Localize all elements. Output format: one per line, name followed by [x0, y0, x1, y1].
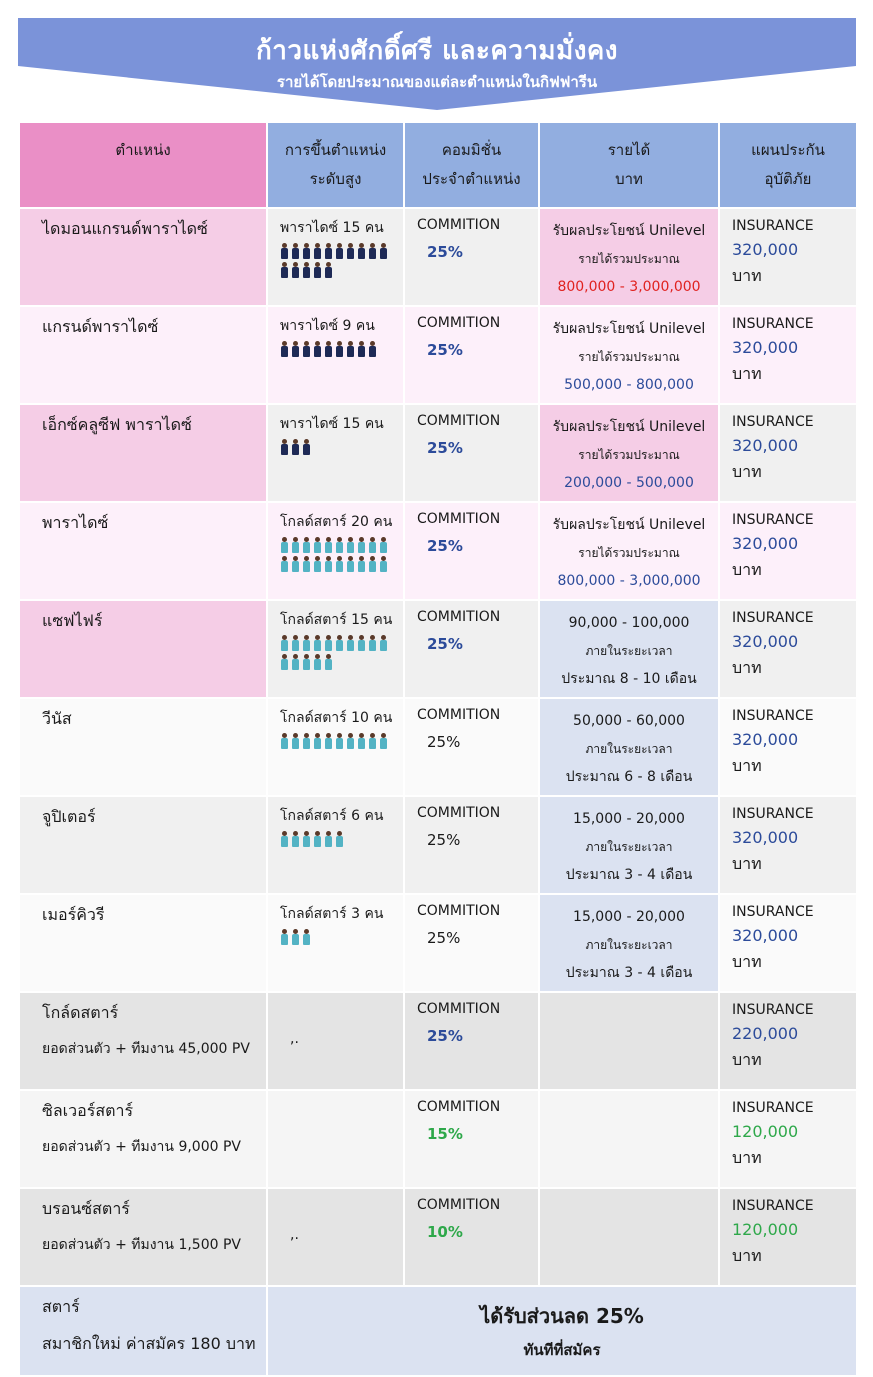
- insurance-amount: 320,000: [732, 730, 799, 749]
- commission-cell: [405, 209, 538, 305]
- person-icon: [368, 341, 377, 357]
- income-line3: ประมาณ 8 - 10 เดือน: [561, 671, 697, 687]
- position-cell: [20, 405, 266, 501]
- position-cell: [20, 797, 266, 893]
- insurance-amount: 320,000: [732, 240, 799, 259]
- income-line3: 800,000 - 3,000,000: [557, 573, 701, 589]
- position-cell: [20, 1091, 266, 1187]
- position-name: วีนัส: [42, 709, 72, 728]
- insurance-amount: 120,000: [732, 1220, 799, 1239]
- person-icon: [280, 635, 289, 651]
- income-line2: รายได้รวมประมาณ: [578, 448, 680, 462]
- table-row: [20, 209, 856, 305]
- person-icon: [302, 635, 311, 651]
- person-icon: [335, 831, 344, 847]
- insurance-unit: บาท: [732, 658, 762, 677]
- header-insurance-line1: แผนประกัน: [751, 141, 825, 159]
- person-icon: [302, 537, 311, 553]
- person-icon: [280, 556, 289, 572]
- insurance-unit: บาท: [732, 952, 762, 971]
- person-icon: [291, 439, 300, 455]
- person-icon: [291, 243, 300, 259]
- footer-position-name: สตาร์: [42, 1297, 80, 1316]
- person-icon: [302, 243, 311, 259]
- people-icons: [280, 929, 390, 948]
- income-line1: รับผลประโยชน์ Unilevel: [552, 223, 706, 239]
- footer-position-sub: สมาชิกใหม่ ค่าสมัคร 180 บาท: [42, 1334, 256, 1353]
- commission-percent: 25%: [427, 1027, 463, 1045]
- person-icon: [302, 262, 311, 278]
- person-icon: [335, 733, 344, 749]
- person-icon: [291, 831, 300, 847]
- commission-label: COMMITION: [417, 1197, 501, 1213]
- person-icon: [313, 733, 322, 749]
- income-line1: 15,000 - 20,000: [573, 909, 685, 925]
- commission-cell: [405, 307, 538, 403]
- income-line2: ภายในระยะเวลา: [585, 938, 673, 952]
- position-requirement: ยอดส่วนตัว + ทีมงาน 9,000 PV: [42, 1139, 241, 1155]
- person-icon: [346, 635, 355, 651]
- insurance-cell: [720, 895, 856, 991]
- income-line3: ประมาณ 6 - 8 เดือน: [565, 769, 693, 785]
- position-cell: [20, 895, 266, 991]
- insurance-cell: [720, 1189, 856, 1285]
- person-icon: [313, 341, 322, 357]
- income-cell: [540, 503, 718, 599]
- commission-percent: 25%: [427, 341, 463, 359]
- commission-percent: 25%: [427, 537, 463, 555]
- table-row: [20, 699, 856, 795]
- person-icon: [368, 243, 377, 259]
- person-icon: [335, 537, 344, 553]
- header-position: [20, 123, 266, 207]
- person-icon: [346, 556, 355, 572]
- promotion-cell: [268, 699, 403, 795]
- person-icon: [346, 341, 355, 357]
- insurance-unit: บาท: [732, 1246, 762, 1265]
- table-header-row: [20, 123, 856, 207]
- commission-cell: [405, 1189, 538, 1285]
- position-name: พาราไดซ์: [42, 513, 109, 532]
- commission-percent: 25%: [427, 831, 461, 849]
- position-cell: [20, 699, 266, 795]
- insurance-unit: บาท: [732, 756, 762, 775]
- promotion-text: โกลด์สตาร์ 3 คน: [280, 906, 384, 922]
- person-icon: [368, 556, 377, 572]
- insurance-cell: [720, 993, 856, 1089]
- person-icon: [368, 733, 377, 749]
- promotion-cell: [268, 993, 403, 1089]
- insurance-unit: บาท: [732, 854, 762, 873]
- commission-percent: 25%: [427, 635, 463, 653]
- person-icon: [280, 243, 289, 259]
- commission-percent: 25%: [427, 243, 463, 261]
- people-icons: [280, 733, 390, 752]
- insurance-amount: 320,000: [732, 926, 799, 945]
- table-row: [20, 993, 856, 1089]
- person-icon: [357, 556, 366, 572]
- person-icon: [379, 537, 388, 553]
- insurance-label: INSURANCE: [732, 1100, 814, 1116]
- person-icon: [302, 831, 311, 847]
- commission-cell: [405, 895, 538, 991]
- person-icon: [291, 635, 300, 651]
- person-icon: [280, 733, 289, 749]
- footer-position-cell: [20, 1287, 266, 1375]
- promotion-text: พาราไดซ์ 15 คน: [280, 220, 384, 236]
- insurance-cell: [720, 405, 856, 501]
- position-name: โกล์ดสตาร์: [42, 1003, 119, 1022]
- commission-cell: [405, 601, 538, 697]
- person-icon: [280, 439, 289, 455]
- promotion-text: โกลด์สตาร์ 15 คน: [280, 612, 393, 628]
- person-icon: [357, 243, 366, 259]
- person-icon: [324, 262, 333, 278]
- commission-label: COMMITION: [417, 1099, 501, 1115]
- person-icon: [280, 831, 289, 847]
- table-row: [20, 895, 856, 991]
- table-row: [20, 307, 856, 403]
- person-icon: [368, 537, 377, 553]
- person-icon: [324, 635, 333, 651]
- header-commission-line1: คอมมิชั่น: [441, 141, 502, 159]
- promotion-text: ,.: [290, 1031, 299, 1047]
- insurance-amount: 320,000: [732, 828, 799, 847]
- person-icon: [291, 733, 300, 749]
- promotion-cell: [268, 405, 403, 501]
- commission-percent: 25%: [427, 733, 461, 751]
- income-line2: รายได้รวมประมาณ: [578, 546, 680, 560]
- discount-text: ได้รับส่วนลด 25%: [480, 1304, 644, 1328]
- person-icon: [302, 654, 311, 670]
- header-commission: [405, 123, 538, 207]
- person-icon: [357, 733, 366, 749]
- insurance-cell: [720, 797, 856, 893]
- person-icon: [357, 635, 366, 651]
- page-title: ก้าวแห่งศักดิ์ศรี และความมั่งคง: [256, 36, 618, 66]
- person-icon: [324, 831, 333, 847]
- income-cell: [540, 1189, 718, 1285]
- income-line1: รับผลประโยชน์ Unilevel: [552, 517, 706, 533]
- promotion-cell: [268, 307, 403, 403]
- table-row: [20, 1091, 856, 1187]
- footer-row: [20, 1287, 856, 1375]
- position-cell: [20, 1189, 266, 1285]
- income-line3: 500,000 - 800,000: [564, 377, 694, 393]
- person-icon: [379, 733, 388, 749]
- header-position-label: ตำแหน่ง: [115, 141, 171, 159]
- income-cell: [540, 1091, 718, 1187]
- insurance-amount: 320,000: [732, 436, 799, 455]
- income-line2: รายได้รวมประมาณ: [578, 350, 680, 364]
- commission-cell: [405, 993, 538, 1089]
- person-icon: [291, 654, 300, 670]
- income-line2: รายได้รวมประมาณ: [578, 252, 680, 266]
- position-name: แซฟไฟร์: [42, 611, 103, 630]
- promotion-cell: [268, 601, 403, 697]
- header-income: [540, 123, 718, 207]
- income-line3: ประมาณ 3 - 4 เดือน: [565, 965, 693, 981]
- commission-cell: [405, 797, 538, 893]
- income-line2: ภายในระยะเวลา: [585, 742, 673, 756]
- insurance-cell: [720, 601, 856, 697]
- income-cell: [540, 797, 718, 893]
- income-line1: รับผลประโยชน์ Unilevel: [552, 321, 706, 337]
- insurance-amount: 220,000: [732, 1024, 799, 1043]
- insurance-label: INSURANCE: [732, 806, 814, 822]
- income-line1: รับผลประโยชน์ Unilevel: [552, 419, 706, 435]
- income-line1: 90,000 - 100,000: [568, 615, 690, 631]
- insurance-amount: 320,000: [732, 632, 799, 651]
- header-income-line1: รายได้: [607, 141, 651, 159]
- person-icon: [346, 733, 355, 749]
- header-promotion: [268, 123, 403, 207]
- insurance-unit: บาท: [732, 1050, 762, 1069]
- income-line1: 50,000 - 60,000: [573, 713, 685, 729]
- promotion-cell: [268, 895, 403, 991]
- position-name: แกรนด์พาราไดซ์: [42, 317, 159, 336]
- promotion-cell: [268, 503, 403, 599]
- insurance-label: INSURANCE: [732, 218, 814, 234]
- person-icon: [379, 243, 388, 259]
- person-icon: [280, 654, 289, 670]
- table-row: [20, 797, 856, 893]
- person-icon: [357, 537, 366, 553]
- insurance-cell: [720, 503, 856, 599]
- people-icons: [280, 831, 390, 850]
- insurance-cell: [720, 699, 856, 795]
- commission-label: COMMITION: [417, 903, 501, 919]
- commission-label: COMMITION: [417, 805, 501, 821]
- position-name: ซิลเวอร์สตาร์: [42, 1101, 134, 1120]
- income-line3: 200,000 - 500,000: [564, 475, 694, 491]
- person-icon: [324, 733, 333, 749]
- person-icon: [368, 635, 377, 651]
- commission-label: COMMITION: [417, 315, 501, 331]
- person-icon: [379, 635, 388, 651]
- income-cell: [540, 895, 718, 991]
- promotion-text: โกลด์สตาร์ 10 คน: [280, 710, 393, 726]
- promotion-text: พาราไดซ์ 15 คน: [280, 416, 384, 432]
- person-icon: [302, 341, 311, 357]
- income-line2: ภายในระยะเวลา: [585, 840, 673, 854]
- person-icon: [280, 341, 289, 357]
- insurance-amount: 320,000: [732, 338, 799, 357]
- commission-label: COMMITION: [417, 609, 501, 625]
- table-body: [20, 209, 856, 1285]
- commission-percent: 25%: [427, 929, 461, 947]
- commission-label: COMMITION: [417, 217, 501, 233]
- person-icon: [302, 929, 311, 945]
- header-insurance-line2: อุบัติภัย: [764, 170, 812, 188]
- insurance-unit: บาท: [732, 1148, 762, 1167]
- person-icon: [324, 243, 333, 259]
- person-icon: [379, 556, 388, 572]
- person-icon: [324, 341, 333, 357]
- income-line2: ภายในระยะเวลา: [585, 644, 673, 658]
- header-income-line2: บาท: [615, 170, 643, 188]
- person-icon: [291, 341, 300, 357]
- promotion-cell: [268, 1091, 403, 1187]
- title-banner: [18, 18, 856, 108]
- people-icons: [280, 341, 390, 360]
- person-icon: [291, 262, 300, 278]
- insurance-label: INSURANCE: [732, 610, 814, 626]
- income-cell: [540, 307, 718, 403]
- promotion-cell: [268, 209, 403, 305]
- position-name: เมอร์คิวรี: [42, 905, 105, 924]
- person-icon: [346, 537, 355, 553]
- person-icon: [335, 243, 344, 259]
- insurance-label: INSURANCE: [732, 1002, 814, 1018]
- position-name: จูปิเตอร์: [42, 807, 96, 826]
- person-icon: [335, 341, 344, 357]
- insurance-label: INSURANCE: [732, 512, 814, 528]
- income-table: [18, 121, 858, 1377]
- promotion-text: ,.: [290, 1227, 299, 1243]
- person-icon: [313, 243, 322, 259]
- commission-cell: [405, 1091, 538, 1187]
- person-icon: [346, 243, 355, 259]
- person-icon: [280, 929, 289, 945]
- position-requirement: ยอดส่วนตัว + ทีมงาน 1,500 PV: [42, 1237, 241, 1253]
- people-icons: [280, 439, 390, 458]
- promotion-text: โกลด์สตาร์ 6 คน: [280, 808, 384, 824]
- insurance-label: INSURANCE: [732, 708, 814, 724]
- position-cell: [20, 209, 266, 305]
- header-promotion-line2: ระดับสูง: [309, 170, 362, 188]
- promotion-text: พาราไดซ์ 9 คน: [280, 318, 375, 334]
- promotion-cell: [268, 797, 403, 893]
- promotion-text: โกลด์สตาร์ 20 คน: [280, 514, 393, 530]
- person-icon: [324, 537, 333, 553]
- person-icon: [313, 831, 322, 847]
- person-icon: [302, 556, 311, 572]
- promotion-cell: [268, 1189, 403, 1285]
- insurance-unit: บาท: [732, 560, 762, 579]
- commission-label: COMMITION: [417, 413, 501, 429]
- income-cell: [540, 601, 718, 697]
- commission-percent: 10%: [427, 1223, 463, 1241]
- people-icons: [280, 635, 390, 673]
- header-commission-line2: ประจำตำแหน่ง: [422, 170, 521, 188]
- discount-cell: [268, 1287, 856, 1375]
- person-icon: [313, 654, 322, 670]
- income-line1: 15,000 - 20,000: [573, 811, 685, 827]
- commission-cell: [405, 503, 538, 599]
- person-icon: [313, 556, 322, 572]
- position-cell: [20, 307, 266, 403]
- table-row: [20, 1189, 856, 1285]
- discount-subtext: ทันทีที่สมัคร: [523, 1341, 601, 1359]
- person-icon: [302, 733, 311, 749]
- insurance-amount: 320,000: [732, 534, 799, 553]
- person-icon: [313, 537, 322, 553]
- person-icon: [313, 262, 322, 278]
- position-requirement: ยอดส่วนตัว + ทีมงาน 45,000 PV: [42, 1041, 250, 1057]
- people-icons: [280, 243, 390, 281]
- person-icon: [291, 537, 300, 553]
- person-icon: [291, 556, 300, 572]
- income-line3: ประมาณ 3 - 4 เดือน: [565, 867, 693, 883]
- person-icon: [324, 654, 333, 670]
- position-cell: [20, 993, 266, 1089]
- insurance-label: INSURANCE: [732, 414, 814, 430]
- page-subtitle: รายได้โดยประมาณของแต่ละตำแหน่งในกิฟฟารีน: [276, 73, 598, 91]
- header-insurance: [720, 123, 856, 207]
- insurance-unit: บาท: [732, 266, 762, 285]
- insurance-cell: [720, 1091, 856, 1187]
- header-promotion-line1: การขึ้นตำแหน่ง: [284, 141, 387, 159]
- position-name: เอ็กซ์คลูซีฟ พาราไดซ์: [42, 415, 192, 434]
- person-icon: [357, 341, 366, 357]
- person-icon: [324, 556, 333, 572]
- insurance-label: INSURANCE: [732, 904, 814, 920]
- position-name: ไดมอนแกรนด์พาราไดซ์: [42, 219, 208, 238]
- table-row: [20, 405, 856, 501]
- commission-cell: [405, 699, 538, 795]
- insurance-label: INSURANCE: [732, 316, 814, 332]
- insurance-unit: บาท: [732, 462, 762, 481]
- position-cell: [20, 601, 266, 697]
- income-cell: [540, 699, 718, 795]
- income-cell: [540, 209, 718, 305]
- person-icon: [291, 929, 300, 945]
- insurance-unit: บาท: [732, 364, 762, 383]
- commission-cell: [405, 405, 538, 501]
- income-line3: 800,000 - 3,000,000: [557, 279, 701, 295]
- position-cell: [20, 503, 266, 599]
- person-icon: [335, 635, 344, 651]
- insurance-label: INSURANCE: [732, 1198, 814, 1214]
- insurance-amount: 120,000: [732, 1122, 799, 1141]
- commission-label: COMMITION: [417, 707, 501, 723]
- position-name: บรอนซ์สตาร์: [42, 1199, 130, 1218]
- person-icon: [280, 262, 289, 278]
- table-row: [20, 601, 856, 697]
- people-icons: [280, 537, 390, 575]
- income-cell: [540, 993, 718, 1089]
- commission-label: COMMITION: [417, 1001, 501, 1017]
- person-icon: [280, 537, 289, 553]
- table-row: [20, 503, 856, 599]
- commission-label: COMMITION: [417, 511, 501, 527]
- commission-percent: 25%: [427, 439, 463, 457]
- insurance-cell: [720, 307, 856, 403]
- person-icon: [335, 556, 344, 572]
- person-icon: [313, 635, 322, 651]
- income-cell: [540, 405, 718, 501]
- person-icon: [302, 439, 311, 455]
- insurance-cell: [720, 209, 856, 305]
- commission-percent: 15%: [427, 1125, 463, 1143]
